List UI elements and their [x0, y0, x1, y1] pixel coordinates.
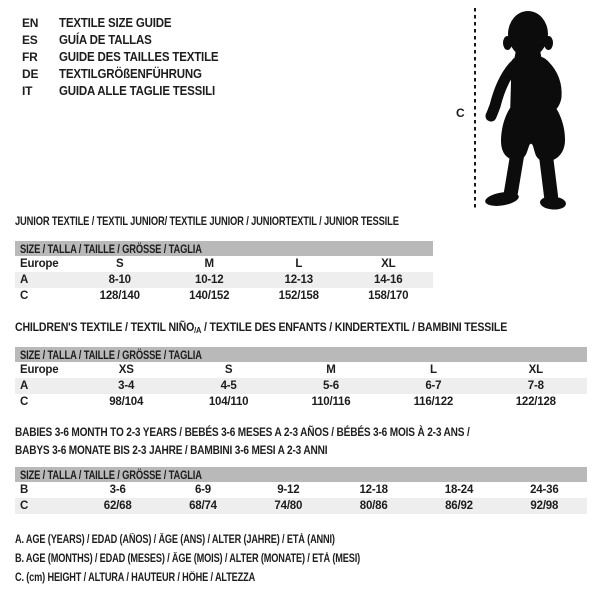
size-cell: 14-16	[374, 274, 403, 286]
size-cell: 10-12	[195, 274, 224, 286]
size-cell: 3-4	[118, 380, 135, 392]
size-header-bar	[15, 467, 587, 482]
size-cell: XL	[381, 258, 396, 270]
guide-title-fr: GUIDE DES TAILLES TEXTILE	[59, 49, 219, 64]
height-measure-dotted-line	[474, 8, 476, 210]
table-row	[15, 498, 587, 514]
guide-title-it: GUIDA ALLE TAGLIE TESSILI	[59, 83, 215, 98]
legend-footnotes	[15, 534, 446, 591]
size-cell: 3-6	[109, 484, 126, 496]
height-measure-label: C	[456, 106, 465, 120]
size-cell: L	[295, 258, 303, 270]
table-row	[15, 272, 433, 288]
size-header-label: SIZE / TALLA / TAILLE / GRÖSSE / TAGLIA	[20, 467, 202, 482]
size-cell: 68/74	[189, 500, 217, 512]
row-label: C	[20, 500, 29, 512]
size-cell: 4-5	[220, 380, 237, 392]
table-row	[15, 378, 587, 394]
guide-title-de: TEXTILGRÖßENFÜHRUNG	[59, 66, 202, 81]
size-header-row	[15, 347, 587, 362]
size-cell: S	[116, 258, 124, 270]
footnote-age-years: A. AGE (YEARS) / EDAD (AÑOS) / ÂGE (ANS) / ALTER (JAHRE) / ETÀ (ANNI)	[15, 534, 335, 546]
table-row	[15, 394, 587, 410]
children-title-subscript: /A	[194, 325, 202, 335]
size-cell: M	[326, 364, 336, 376]
size-header-label: SIZE / TALLA / TAILLE / GRÖSSE / TAGLIA	[20, 241, 202, 256]
toddler-silhouette-icon	[480, 6, 596, 212]
size-header-bar	[15, 347, 587, 362]
table-row	[15, 256, 433, 272]
size-header-row	[15, 467, 587, 482]
size-cell: 6-7	[425, 380, 442, 392]
children-table-title	[15, 320, 507, 335]
size-cell: 158/170	[368, 290, 409, 302]
size-header-label: SIZE / TALLA / TAILLE / GRÖSSE / TAGLIA	[20, 347, 202, 362]
children-title-pre: CHILDREN'S TEXTILE / TEXTIL NIÑO	[15, 320, 195, 334]
babies-size-table	[15, 467, 587, 514]
size-cell: XS	[118, 364, 134, 376]
row-label: Europe	[20, 258, 59, 270]
children-title-post: / TEXTILE DES ENFANTS / KINDERTEXTIL / BAMBINI TESSILE	[201, 320, 508, 334]
size-cell: 5-6	[322, 380, 339, 392]
junior-size-table	[15, 241, 433, 304]
size-cell: 12-13	[284, 274, 313, 286]
size-cell: 86/92	[445, 500, 473, 512]
language-row-it	[22, 82, 232, 99]
language-row-fr	[22, 48, 232, 65]
babies-table-title-line2: BABYS 3-6 MONATE BIS 2-3 JAHRE / BAMBINI 3-6 MESI A 2-3 ANNI	[15, 443, 328, 457]
table-row	[15, 362, 587, 378]
footnote-height-cm: C. (cm) HEIGHT / ALTURA / HAUTEUR / HÖHE / ALTEZZA	[15, 572, 256, 584]
size-cell: 8-10	[108, 274, 131, 286]
language-title-list	[22, 14, 232, 99]
size-cell: 24-36	[530, 484, 559, 496]
size-cell: 140/152	[189, 290, 230, 302]
table-row	[15, 288, 433, 304]
babies-table-title-line1: BABIES 3-6 MONTH TO 2-3 YEARS / BEBÉS 3-6 MESES A 2-3 AÑOS / BÉBÉS 3-6 MOIS À 2-3 ANS /	[15, 425, 470, 439]
size-cell: M	[204, 258, 214, 270]
language-row-de	[22, 65, 232, 82]
guide-title-es: GUÍA DE TALLAS	[59, 32, 152, 47]
footnote-age-months: B. AGE (MONTHS) / EDAD (MESES) / ÂGE (MOIS) / ALTER (MONATE) / ETÀ (MESI)	[15, 553, 361, 565]
language-code: IT	[22, 83, 33, 98]
language-code: ES	[22, 32, 38, 47]
row-label: Europe	[20, 364, 59, 376]
size-cell: 6-9	[194, 484, 211, 496]
language-code: FR	[22, 49, 38, 64]
size-header-bar	[15, 241, 433, 256]
size-cell: 128/140	[99, 290, 140, 302]
language-code: EN	[22, 15, 39, 30]
size-cell: S	[224, 364, 233, 376]
size-cell: 80/86	[359, 500, 388, 512]
junior-table-title: JUNIOR TEXTILE / TEXTIL JUNIOR/ TEXTILE JUNIOR / JUNIORTEXTIL / JUNIOR TESSILE	[15, 214, 399, 228]
language-row-en	[22, 14, 232, 31]
size-cell: 62/68	[103, 500, 132, 512]
size-cell: 12-18	[359, 484, 388, 496]
row-label: C	[20, 290, 29, 302]
language-code: DE	[22, 66, 39, 81]
row-label: B	[20, 484, 29, 496]
size-cell: 18-24	[444, 484, 474, 496]
size-cell: 92/98	[530, 500, 559, 512]
size-cell: L	[429, 364, 437, 376]
size-cell: XL	[528, 364, 543, 376]
table-row	[15, 482, 587, 498]
size-header-row	[15, 241, 433, 256]
children-size-table	[15, 347, 587, 410]
row-label: A	[20, 274, 29, 286]
row-label: A	[20, 380, 29, 392]
size-cell: 9-12	[277, 484, 300, 496]
size-cell: 104/110	[208, 396, 249, 408]
size-cell: 7-8	[527, 380, 544, 392]
size-cell: 152/158	[278, 290, 319, 302]
size-cell: 98/104	[109, 396, 144, 408]
row-label: C	[20, 396, 29, 408]
size-cell: 110/116	[311, 396, 351, 408]
size-cell: 122/128	[515, 396, 556, 408]
size-cell: 116/122	[413, 396, 454, 408]
language-row-es	[22, 31, 232, 48]
size-cell: 74/80	[274, 500, 303, 512]
guide-title-en: TEXTILE SIZE GUIDE	[59, 15, 172, 30]
